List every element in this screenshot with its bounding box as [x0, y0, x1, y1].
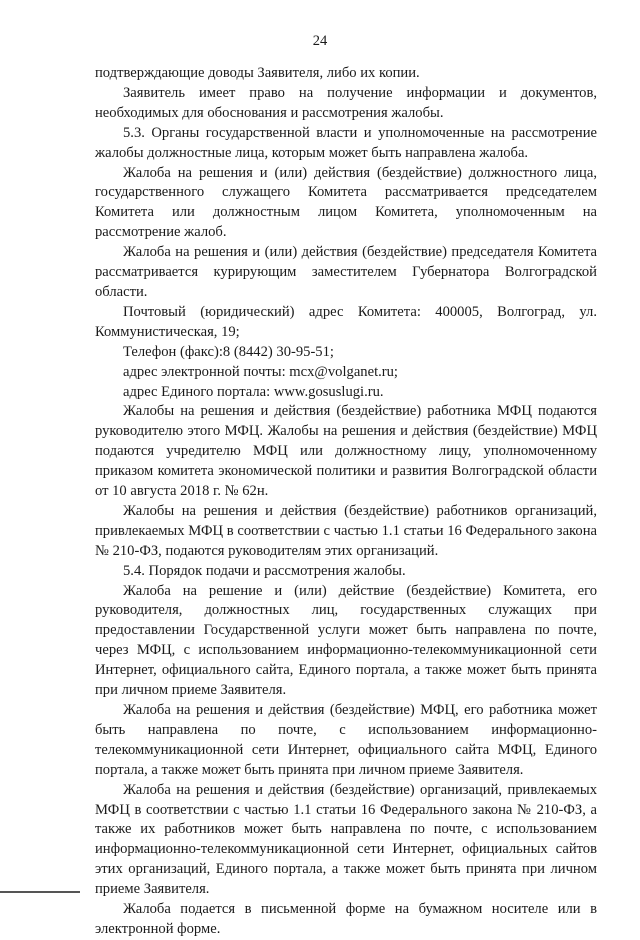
page-number: 24: [312, 33, 328, 49]
paragraph: Жалоба подается в письменной форме на бумажном носителе или в электронной форме.: [95, 901, 597, 937]
paragraph: Почтовый (юридический) адрес Комитета: 400005, Волгоград, ул. Коммунистическая, 19;: [95, 303, 597, 340]
paragraph: Жалоба на решения и действия (бездействие) МФЦ, его работника может быть направлена по почте, с использованием информационно-телекоммуникационной сети Интернет, официального сайта МФЦ, Единого портала, а также может быть принята при личном приеме Заявителя.: [95, 702, 597, 778]
paragraph: адрес Единого портала: www.gosuslugi.ru.: [123, 383, 384, 400]
paragraph: 5.3. Органы государственной власти и уполномоченные на рассмотрение жалобы должностные лица, которым может быть направлена жалоба.: [95, 124, 597, 161]
paragraph: подтверждающие доводы Заявителя, либо их копии.: [95, 65, 420, 81]
paragraph: Жалобы на решения и действия (бездействие) работников организаций, привлекаемых МФЦ в соответствии с частью 1.1 статьи 16 Федерального закона № 210-ФЗ, подаются руководителям этих организаций.: [95, 502, 597, 559]
paragraph: Жалоба на решения и (или) действия (бездействие) председателя Комитета рассматривается курирующим заместителем Губернатора Волгоградской области.: [95, 244, 597, 300]
paragraph: Жалобы на решения и действия (бездействие) работника МФЦ подаются руководителю этого МФЦ. Жалобы на решения и действия (бездействие) МФЦ подаются учредителю МФЦ или должностному лицу, уполномоченному приказом комитета экономической политики и развития Волгоградской области от 10 августа 2018 г. № 62н.: [95, 403, 597, 500]
paragraph: 5.4. Порядок подачи и рассмотрения жалобы.: [123, 562, 406, 579]
paragraph: Телефон (факс):8 (8442) 30-95-51;: [123, 343, 334, 360]
paragraph: Заявитель имеет право на получение информации и документов, необходимых для обоснования и рассмотрения жалобы.: [95, 84, 597, 121]
paragraph: адрес электронной почты: mcx@volganet.ru;: [123, 363, 398, 380]
paragraph: Жалоба на решения и (или) действия (бездействие) должностного лица, государственного служащего Комитета рассматривается председателем Комитета или должностным лицом Комитета, уполномоченным на рассмотрение жалоб.: [95, 164, 597, 241]
paragraph: Жалоба на решение и (или) действие (бездействие) Комитета, его руководителя, должностных лиц, государственных служащих при предоставлении Государственной услуги может быть направлена по почте, через МФЦ, с использованием информационно-телекоммуникационной сети Интернет, официального сайта, Единого портала, а также может быть принята при личном приеме Заявителя.: [95, 582, 597, 699]
footer-rule: [0, 891, 80, 893]
paragraph: Жалоба на решения и действия (бездействие) организаций, привлекаемых МФЦ в соответствии с частью 1.1 статьи 16 Федерального закона № 210-ФЗ, а также их работников может быть направлена по почте, с использованием информационно-телекоммуникационной сети Интернет, официальных сайтов этих организаций, Единого портала, а также может быть принята при личном приеме Заявителя.: [95, 781, 597, 898]
document-body: [95, 64, 597, 940]
